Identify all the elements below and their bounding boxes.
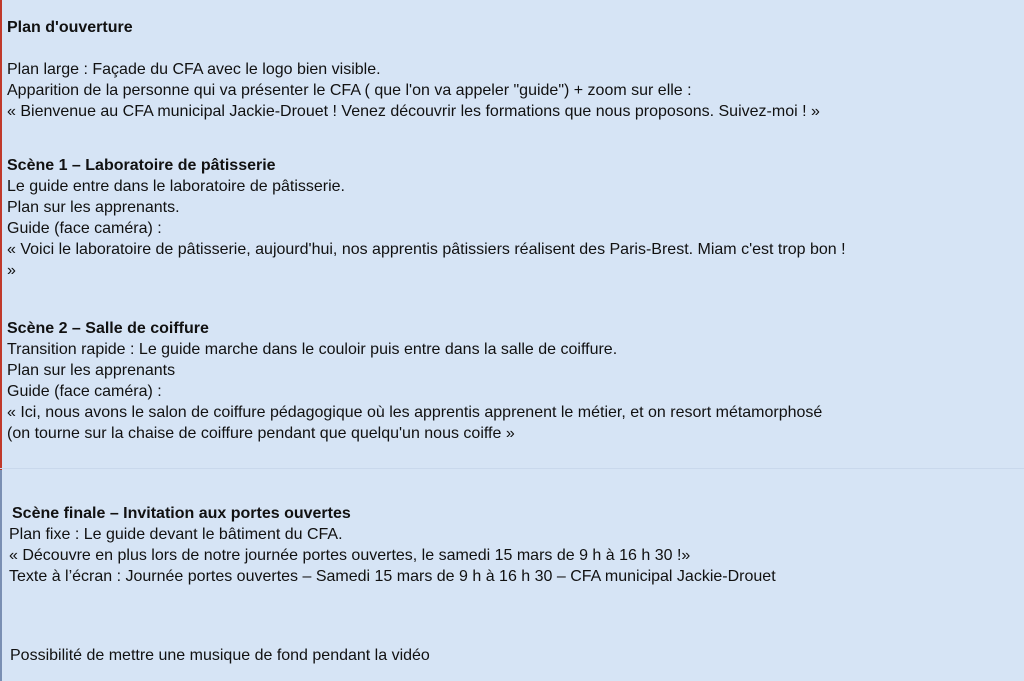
section-heading: Scène 1 – Laboratoire de pâtisserie [7,157,276,174]
quote-line: (on tourne sur la chaise de coiffure pendant que quelqu'un nous coiffe » [7,425,515,442]
section-scene-finale [9,503,1018,587]
section-plan-ouverture [7,17,1018,122]
left-edge-bar-lower [0,470,2,681]
quote-line: « Bienvenue au CFA municipal Jackie-Drouet ! Venez découvrir les formations que nous proposons. Suivez-moi ! » [7,103,820,120]
quote-line: » [7,262,16,279]
quote-line: « Voici le laboratoire de pâtisserie, aujourd'hui, nos apprentis pâtissiers réalisent des Paris-Brest. Miam c'est trop bon ! [7,241,846,258]
section-note [10,645,1018,666]
text-line: Transition rapide : Le guide marche dans le couloir puis entre dans la salle de coiffure. [7,341,618,358]
text-line: Le guide entre dans le laboratoire de pâtisserie. [7,178,345,195]
text-line: Plan large : Façade du CFA avec le logo bien visible. [7,61,381,78]
text-line: Plan sur les apprenants. [7,199,180,216]
section-scene-2 [7,318,1018,444]
text-line: Guide (face caméra) : [7,383,162,400]
blank-line [7,38,1018,59]
text-line: Plan sur les apprenants [7,362,176,379]
text-line: Guide (face caméra) : [7,220,162,237]
quote-line: « Ici, nous avons le salon de coiffure pédagogique où les apprentis apprenent le métier, et on resort métamorphosé [7,404,823,421]
section-heading: Scène 2 – Salle de coiffure [7,320,209,337]
section-scene-1 [7,155,1018,281]
section-heading: Scène finale – Invitation aux portes ouvertes [12,505,351,522]
quote-line: « Découvre en plus lors de notre journée portes ouvertes, le samedi 15 mars de 9 h à 16 h 30 !» [9,547,691,564]
text-line: Plan fixe : Le guide devant le bâtiment du CFA. [9,526,343,543]
left-edge-bar [0,0,2,470]
note-line: Possibilité de mettre une musique de fond pendant la vidéo [10,647,430,664]
text-line: Texte à l’écran : Journée portes ouvertes – Samedi 15 mars de 9 h à 16 h 30 – CFA municipal Jackie-Drouet [9,568,776,585]
section-divider [0,468,1024,469]
section-heading: Plan d'ouverture [7,19,133,36]
text-line: Apparition de la personne qui va présenter le CFA ( que l'on va appeler "guide") + zoom sur elle : [7,82,692,99]
